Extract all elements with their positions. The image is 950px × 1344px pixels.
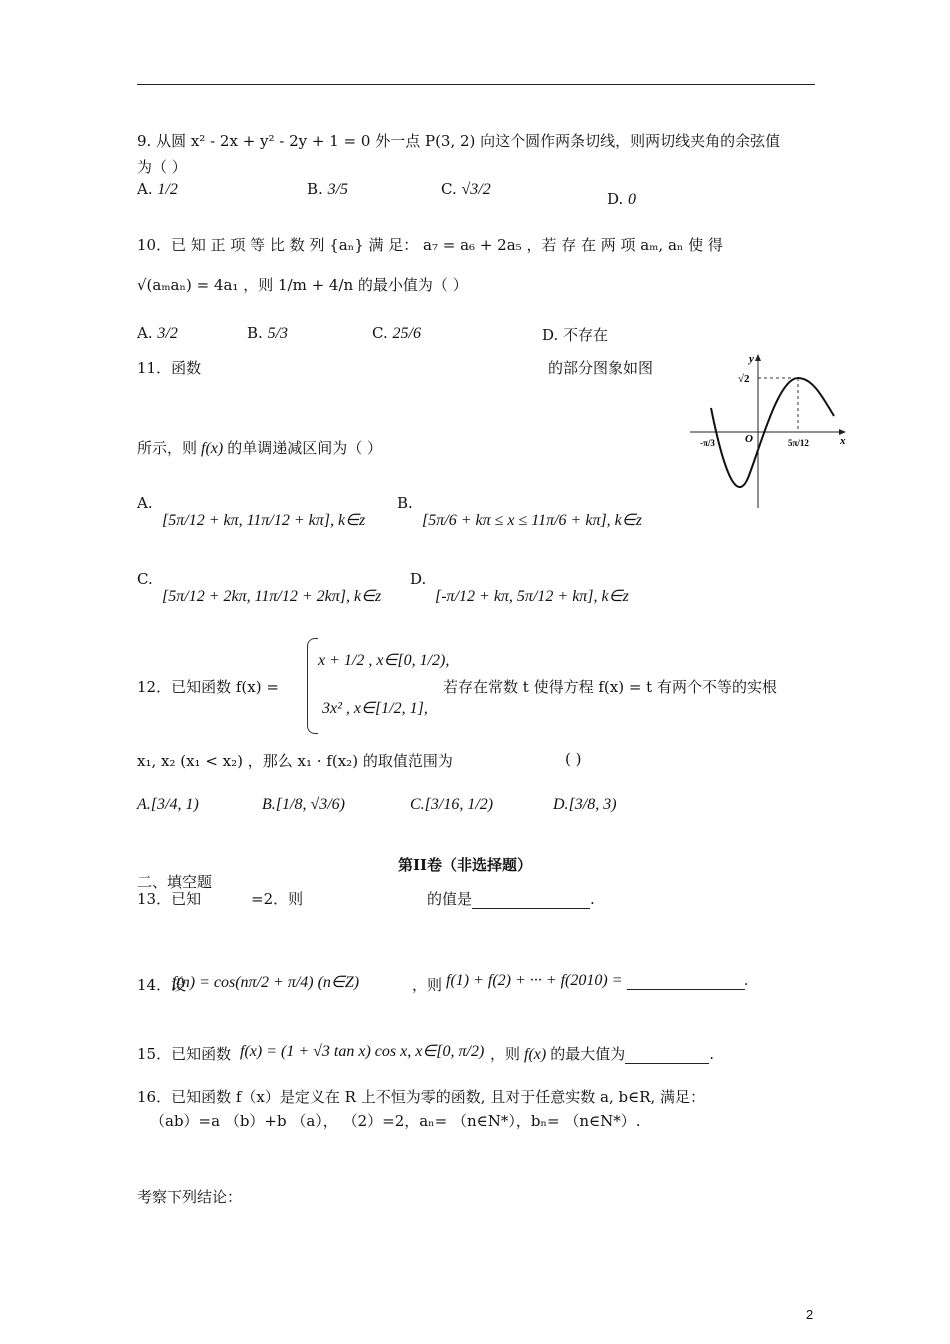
graph-origin-label: O [745, 433, 753, 445]
q11-option-c: [5π/12 + 2kπ, 11π/12 + 2kπ], k∈z [162, 588, 382, 605]
q11-option-d-label: D. [410, 570, 427, 588]
q9-line1: 9. 从圆 x² - 2x + y² - 2y + 1 = 0 外一点 P(3, 2) 向这个圆作两条切线，则两切线夹角的余弦值 [137, 132, 781, 150]
q11-option-c-label: C. [137, 570, 153, 588]
q10-option-c: C. 25/6 [372, 324, 421, 342]
graph-peak-label: √2 [738, 373, 750, 385]
q12-prefix: 12．已知函数 f(x) = [137, 678, 279, 696]
q9-option-a: A. 1/2 [137, 180, 178, 198]
q12-case1: x + 1/2 , x∈[0, 1/2), [318, 652, 450, 669]
conclusion-text: 考察下列结论： [137, 1188, 243, 1206]
q12-paren: ( ) [565, 750, 582, 768]
q14-b: ，则 [412, 976, 443, 994]
graph-y-label: y [749, 353, 754, 365]
q11-line1a: 11．函数 [137, 359, 202, 377]
q11-sine-graph [688, 348, 850, 512]
q11-option-d: [-π/12 + kπ, 5π/12 + kπ], k∈z [435, 588, 629, 605]
q14-sum: f(1) + f(2) + ··· + f(2010) = . [446, 972, 749, 989]
q10-line1: 10．已 知 正 项 等 比 数 列 {aₙ} 满 足： a₇ = a₆ + 2a₅ ，若 存 在 两 项 aₘ, aₙ 使 得 [137, 236, 723, 254]
q10-option-b: B. 5/3 [247, 324, 289, 342]
q9-option-c: C. √3/2 [441, 180, 491, 198]
graph-right-label: 5π/12 [788, 438, 809, 448]
header-rule [137, 84, 815, 85]
q10-option-a: A. 3/2 [137, 324, 178, 342]
q12-option-d: D.[3/8, 3) [553, 796, 617, 813]
q14-formula: f(n) = cos(nπ/2 + π/4) (n∈Z) [172, 974, 360, 991]
q16-line1: 16．已知函数 f（x）是定义在 R 上不恒为零的函数, 且对于任意实数 a, b∈R, 满足： [137, 1088, 706, 1106]
graph-x-label: x [840, 435, 846, 447]
q9-option-d: D. 0 [607, 190, 637, 208]
q13-a: 13．已知 [137, 890, 202, 908]
q9-option-b: B. 3/5 [307, 180, 349, 198]
q12-option-c: C.[3/16, 1/2) [410, 796, 494, 813]
q12-option-b: B.[1/8, √3/6) [262, 796, 346, 813]
section-fill-in: 二、填空题 [137, 873, 213, 891]
q15-b: ，则 f(x) 的最大值为 . [490, 1045, 715, 1063]
q13-c: 的值是 . [427, 890, 595, 908]
q14-a: 14．设 [137, 976, 187, 994]
page-number: 2 [806, 1307, 814, 1322]
graph-left-label: -π/3 [700, 438, 715, 448]
q12-line2: x₁, x₂ (x₁ < x₂) ，那么 x₁ · f(x₂) 的取值范围为 [137, 752, 453, 770]
q11-line2: 所示，则 f(x) 的单调递减区间为（ ） [137, 439, 382, 457]
q12-suffix: 若存在常数 t 使得方程 f(x) = t 有两个不等的实根 [443, 678, 777, 696]
q12-option-a: A.[3/4, 1) [137, 796, 199, 813]
q11-option-b-label: B. [397, 494, 413, 512]
q13-b: =2．则 [251, 890, 304, 908]
q12-piecewise-brace [307, 638, 318, 734]
q11-line1b: 的部分图象如图 [548, 359, 654, 377]
q11-option-a-label: A. [137, 494, 153, 512]
q10-option-d: D. 不存在 [542, 326, 609, 344]
q11-option-b: [5π/6 + kπ ≤ x ≤ 11π/6 + kπ], k∈z [422, 512, 642, 529]
part2-title: 第II卷（非选择题） [398, 856, 533, 874]
q15-a: 15．已知函数 [137, 1045, 232, 1063]
q11-option-a: [5π/12 + kπ, 11π/12 + kπ], k∈z [162, 512, 366, 529]
q15-formula: f(x) = (1 + √3 tan x) cos x, x∈[0, π/2) [240, 1043, 485, 1060]
q9-line2: 为（ ） [137, 158, 187, 176]
q12-case2: 3x² , x∈[1/2, 1], [322, 700, 428, 717]
q10-line2: √(aₘaₙ) = 4a₁ ，则 1/m + 4/n 的最小值为（ ） [137, 276, 468, 294]
q16-line2: （ab）=a （b）+b （a）， （2）=2，aₙ= （n∈N*），bₙ= （n∈N*）. [150, 1112, 641, 1130]
